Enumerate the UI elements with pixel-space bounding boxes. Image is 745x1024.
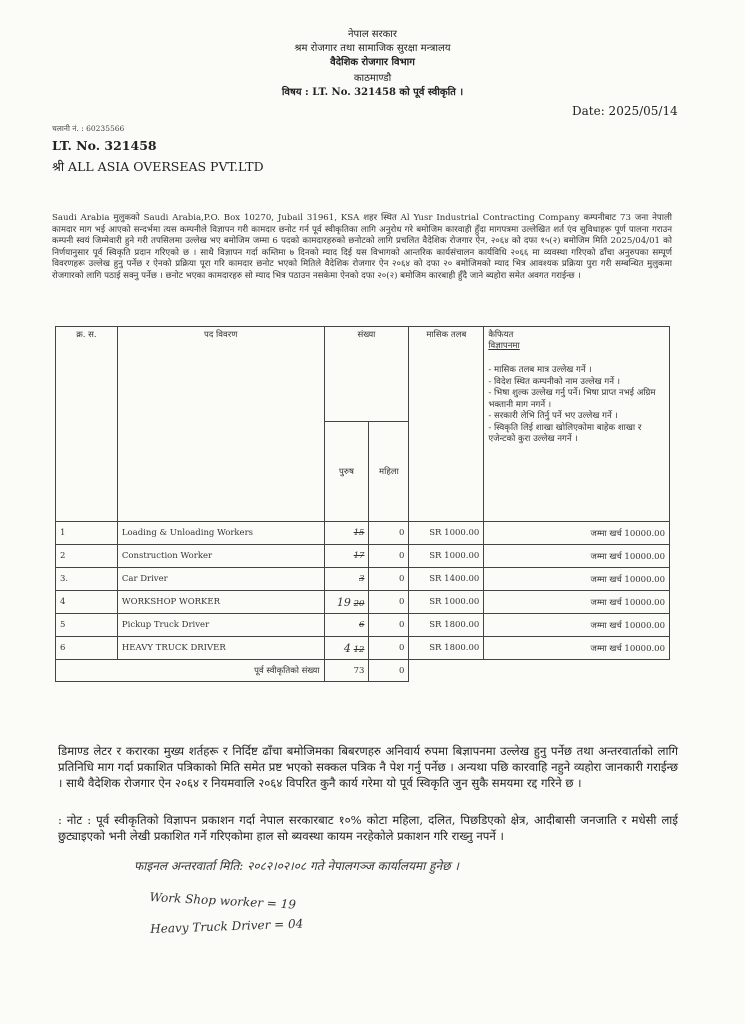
row-post: Pickup Truck Driver — [117, 614, 324, 637]
note-paragraph: : नोट : पूर्व स्वीकृतिको विज्ञापन प्रकाशन गर्दा नेपाल सरकारबाट १०% कोटा महिला, दलित, पिछडिएको क्षेत्र, आदीबासी जनजाति र मधेसी लाई छुट्याइएको भनी लेखी प्रकाशित गर्ने गरिएकोमा हाल सो ब्यवस्था कायम नरहेकोले प्रकाशन गरि राख्नु नपर्ने । — [58, 813, 678, 843]
gov-name: नेपाल सरकार — [348, 29, 397, 40]
department-name: वैदेशिक रोजगार विभाग — [330, 57, 415, 68]
struck-count: 12 — [353, 644, 365, 655]
table-row — [56, 614, 670, 637]
table-row — [56, 591, 670, 614]
ministry-name: श्रम रोजगार तथा सामाजिक सुरक्षा मन्त्रालय — [294, 43, 451, 54]
remarks-subheading: विज्ञापनमा — [488, 341, 520, 351]
row-serial: 2 — [56, 545, 118, 568]
row-male-count — [324, 522, 369, 545]
dispatch-number: चलानी नं. : 60235566 — [52, 124, 125, 133]
row-cost: जम्मा खर्च 10000.00 — [484, 545, 670, 568]
row-cost: जम्मा खर्च 10000.00 — [484, 568, 670, 591]
row-female-count: 0 — [369, 591, 409, 614]
struck-count: 15 — [353, 528, 365, 538]
row-female-count: 0 — [369, 545, 409, 568]
row-post: WORKSHOP WORKER — [117, 591, 324, 614]
remarks-note: - स्विकृति लिई शाखा खोलिएकोमा बाहेक शाखा र एजेन्टको कुरा उल्लेख नगर्ने । — [488, 422, 642, 444]
header-count: संख्या — [324, 327, 409, 422]
row-cost: जम्मा खर्च 10000.00 — [484, 614, 670, 637]
row-cost: जम्मा खर्च 10000.00 — [484, 591, 670, 614]
handwritten-heavy-driver-count: Heavy Truck Driver = 04 — [150, 916, 304, 936]
row-salary: SR 1800.00 — [409, 637, 484, 660]
struck-count: 20 — [353, 598, 365, 609]
letter-date: Date: 2025/05/14 — [572, 104, 678, 118]
row-serial: 4 — [56, 591, 118, 614]
row-male-count — [324, 545, 369, 568]
table-total-row — [56, 660, 670, 682]
row-serial: 6 — [56, 637, 118, 660]
table-row — [56, 568, 670, 591]
addressee: श्री ALL ASIA OVERSEAS PVT.LTD — [52, 159, 264, 174]
struck-count: 6 — [359, 620, 365, 630]
struck-count: 17 — [353, 551, 365, 561]
subject-line: विषय : LT. No. 321458 को पूर्व स्वीकृति । — [281, 87, 464, 98]
row-serial: 3. — [56, 568, 118, 591]
header-female: महिला — [369, 422, 409, 522]
table-row — [56, 522, 670, 545]
row-female-count: 0 — [369, 568, 409, 591]
header-salary: मासिक तलब — [409, 327, 484, 522]
row-post: Car Driver — [117, 568, 324, 591]
header-post: पद विवरण — [117, 327, 324, 522]
office-city: काठमाण्डौ — [353, 73, 392, 84]
remarks-list — [488, 365, 665, 446]
row-male-count — [324, 568, 369, 591]
row-salary: SR 1800.00 — [409, 614, 484, 637]
approval-table — [55, 326, 670, 682]
handwritten-count: 19 — [336, 595, 351, 609]
row-male-count — [324, 637, 369, 660]
header-serial: क्र. स. — [56, 327, 118, 522]
table-header-row — [56, 327, 670, 422]
row-salary: SR 1000.00 — [409, 545, 484, 568]
handwritten-count: 4 — [343, 641, 351, 655]
body-paragraph: Saudi Arabia मुलुकको Saudi Arabia,P.O. Box 10270, Jubail 31961, KSA शहर स्थित Al Yusr Industrial Contracting Company कम्पनीबाट 73 जना नेपाली कामदार माग भई आएको सन्दर्भमा त्यस कम्पनीले विज्ञापन गरी कामदार छनोट गर्न पूर्व स्वीकृतिका लागि अनुरोध गरे बमोजिम कारवाही हुँदा मागपत्रमा उल्लेखित शर्त एंव सुविधाहरू पूर्ण पालना गराउन कम्पनी स्वयं जिम्मेवारी हुने गरी तपसिलमा उल्लेख भए बमोजिम जम्मा 6 पदको कामदारहरुको छनोटको लागि प्रचलित वैदेशिक रोजगार ऐन, २०६४ को दफा १५(२) बमोजिम मिति 2025/04/01 को निर्णयानुसार पूर्व स्विकृति प्रदान गरिएको छ । साथै विज्ञापन गर्दा कम्तिमा ७ दिनको म्याद दिई यस विभागको आन्तरिक कार्यसंचालन कार्यविधि २०६६ मा व्यवस्था गरिएको ढाँचा अनुरुपका सम्पूर्ण विवरणहरू उल्लेख हुनु पर्नेछ र ऐनको प्रक्रिया पूरा गरि कामदार छनोट भएको मितिले वैदेशिक रोजगार ऐन २०६४ को दफा २० बमोजिमको म्याद भित्र आवश्यक प्रक्रिया पुरा गरी सम्बन्धित मुलुकमा रोजगारको लागि पठाई सक्नु पर्नेछ । छनोट भएका कामदारहरु सो म्याद भित्र पठाउन नसकेमा ऐनको दफा २०(२) बमोजिम कारबाही हुँदै जाने ब्यहोरा समेत अवगत गराईन्छ । — [52, 213, 672, 281]
row-salary: SR 1000.00 — [409, 591, 484, 614]
header-male: पुरुष — [324, 422, 369, 522]
total-male: 73 — [324, 660, 369, 682]
remarks-note: - सरकारी लेभि तिर्नु पर्ने भए उल्लेख गर्ने । — [488, 411, 618, 421]
remarks-note: - मासिक तलब मात्र उल्लेख गर्ने । — [488, 365, 592, 375]
row-female-count: 0 — [369, 614, 409, 637]
conditions-paragraph: डिमाण्ड लेटर र करारका मुख्य शर्तहरू र निर्दिष्ट ढाँचा बमोजिमका बिबरणहरु अनिवार्य रुपमा बिज्ञापनमा उल्लेख हुनु पर्नेछ तथा अन्तरवार्ताको लागि प्रतिनिधि माग गर्दा प्रकाशित पत्रिकाको मिति समेत प्रष्ट भएको सक्कल पत्रिक नै पेश गर्नु पर्नेछ । अन्यथा पछि कारवाहि नहुने व्यहोरा जानकारी गराईन्छ । साथै वैदेशिक रोजगार ऐन २०६४ र नियमवालि २०६४ विपरित कुनै कार्य गरेमा यो पूर्व स्विकृति जुन सुकै समयमा रद्द गरिने छ । — [58, 744, 678, 790]
header-remarks — [484, 327, 670, 522]
handwritten-workshop-count: Work Shop worker = 19 — [149, 890, 297, 912]
row-female-count: 0 — [369, 522, 409, 545]
row-salary: SR 1000.00 — [409, 522, 484, 545]
row-post: Construction Worker — [117, 545, 324, 568]
row-male-count — [324, 591, 369, 614]
lt-number: LT. No. 321458 — [52, 138, 157, 153]
remarks-note: - विदेश स्थित कम्पनीको नाम उल्लेख गर्ने । — [488, 376, 621, 387]
remarks-heading: कैफियत — [488, 330, 514, 340]
total-label: पूर्व स्वीकृतिको संख्या — [56, 660, 325, 682]
row-post: Loading & Unloading Workers — [117, 522, 324, 545]
row-serial: 1 — [56, 522, 118, 545]
row-female-count: 0 — [369, 637, 409, 660]
row-male-count — [324, 614, 369, 637]
table-row — [56, 545, 670, 568]
row-cost: जम्मा खर्च 10000.00 — [484, 522, 670, 545]
row-serial: 5 — [56, 614, 118, 637]
row-salary: SR 1400.00 — [409, 568, 484, 591]
handwritten-interview-note: फाइनल अन्तरवार्ता मिति: २०८२।०२।०८ गते नेपालगञ्ज कार्यालयमा हुनेछ । — [134, 859, 459, 873]
total-female: 0 — [369, 660, 409, 682]
struck-count: 3 — [359, 574, 365, 584]
table-row — [56, 637, 670, 660]
remarks-note: - भिषा शुल्क उल्लेख गर्नु पर्ने। भिषा प्राप्त नभई अग्रिम भक्तानी माग नगर्ने । — [488, 388, 656, 410]
row-cost: जम्मा खर्च 10000.00 — [484, 637, 670, 660]
row-post: HEAVY TRUCK DRIVER — [117, 637, 324, 660]
